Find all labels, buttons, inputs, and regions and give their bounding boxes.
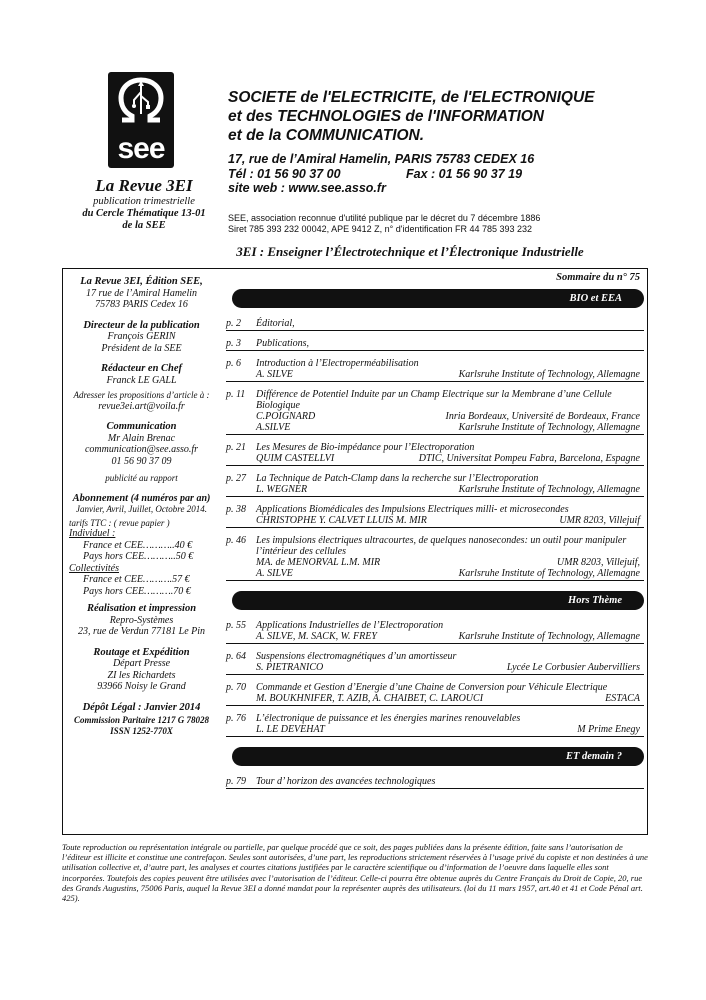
legal-deposit: Dépôt Légal : Janvier 2014 — [82, 701, 201, 713]
toc-article-title[interactable]: Éditorial, — [256, 318, 295, 329]
toc-page-number: p. 6 — [226, 358, 241, 369]
revue-title: La Revue 3EI — [95, 176, 193, 195]
toc-author-affiliation: Karlsruhe Institute of Technology, Allemagne — [458, 568, 640, 579]
section-heading-bar: BIO et EEA — [232, 289, 644, 308]
toc-author-affiliation: Karlsruhe Institute of Technology, Allemagne — [458, 631, 640, 642]
editor-name: Franck LE GALL — [106, 374, 177, 386]
toc-page-number: p. 3 — [226, 338, 241, 349]
tagline: 3EI : Enseigner l’Électrotechnique et l’Électronique Industrielle — [236, 244, 584, 259]
director-title: Directeur de la publication — [83, 319, 200, 331]
tariff-individual: Individuel : — [69, 528, 116, 539]
toc-author-affiliation: Inria Bordeaux, Université de Bordeaux, France — [445, 411, 640, 422]
editor-title: Rédacteur en Chef — [100, 363, 183, 374]
director-role: Président de la SEE — [101, 342, 182, 354]
org-line: et des TECHNOLOGIES de l'INFORMATION — [228, 108, 545, 125]
toc-entry[interactable] — [226, 387, 644, 435]
toc-author-name: A.SILVE — [256, 422, 291, 433]
printing-line: Repro-Systèmes — [109, 614, 174, 626]
section-heading-bar: Hors Thème — [232, 591, 644, 610]
toc-author-name: A. SILVE, M. SACK, W. FREY — [256, 631, 377, 642]
toc-entry[interactable] — [226, 649, 644, 675]
subscription-months: Janvier, Avril, Juillet, Octobre 2014. — [76, 504, 207, 514]
legal-line: SEE, association reconnue d'utilité publique par le décret du 7 décembre 1886 — [228, 213, 541, 223]
toc-author-line — [256, 369, 644, 380]
toc-entry[interactable] — [226, 774, 644, 789]
communication-title: Communication — [106, 421, 177, 432]
routing-title: Routage et Expédition — [93, 646, 190, 658]
toc-title: Sommaire du n° 75 — [556, 272, 640, 283]
toc-article-title[interactable]: La Technique de Patch-Clamp dans la recherche sur l’Electroporation — [256, 473, 539, 484]
omega-usb-logo-icon — [108, 72, 174, 132]
editor-email[interactable]: revue3ei.art@voila.fr — [98, 400, 185, 412]
toc-entry[interactable] — [226, 618, 644, 644]
org-website: site web : www.see.asso.fr — [228, 181, 386, 195]
routing-line: Départ Presse — [112, 658, 171, 669]
subscription-title: Abonnement — [72, 492, 129, 504]
section-heading-bar: ET demain ? — [232, 747, 644, 766]
routing-line: 93966 Noisy le Grand — [97, 681, 186, 692]
legal-line: Siret 785 393 232 00042, APE 9412 Z, n° d'identification FR 44 785 393 232 — [228, 224, 533, 234]
toc-article-title[interactable]: Commande et Gestion d’Energie d’une Chaine de Conversion pour Véhicule Electrique — [256, 682, 608, 693]
org-line: et de la COMMUNICATION. — [228, 127, 425, 144]
toc-author-affiliation: DTIC, Universitat Pompeu Fabra, Barcelona, Espagne — [418, 453, 640, 464]
org-name — [228, 88, 648, 145]
org-fax: Fax : 01 56 90 37 19 — [406, 166, 523, 181]
communication-tel: 01 56 90 37 09 — [111, 455, 172, 467]
toc-author-name: A. SILVE — [256, 369, 293, 380]
toc-entry[interactable] — [226, 502, 644, 528]
printing-title: Réalisation et impression — [86, 603, 197, 614]
toc-page-number: p. 55 — [226, 620, 246, 631]
routing-line: ZI les Richardets — [107, 669, 176, 681]
edition-title: La Revue 3EI, Édition SEE, — [80, 276, 203, 287]
toc-author-line — [256, 568, 644, 579]
toc-author-name: S. PIETRANICO — [256, 662, 324, 673]
tariff-line: France et CEE………..40 € — [83, 539, 193, 551]
toc-article-title[interactable]: Les impulsions électriques ultracourtes, de quelques nanosecondes: un outil pour manipuler l’intérieur des cellules — [256, 535, 627, 557]
toc-entry[interactable] — [226, 356, 644, 382]
org-contact — [228, 152, 648, 196]
see-logo — [108, 72, 174, 168]
tariff-line: Pays hors CEE……….70 € — [83, 585, 191, 597]
tariffs-label: tarifs TTC : ( revue papier ) — [69, 517, 170, 528]
logo-text: see — [117, 132, 165, 165]
toc-sections — [226, 289, 644, 789]
toc-article-title[interactable]: Applications Biomédicales des Impulsions Electriques milli- et microsecondes — [256, 504, 569, 515]
toc-author-line — [256, 422, 644, 433]
toc-entry[interactable] — [226, 711, 644, 737]
toc-author-line — [256, 484, 644, 495]
copyright-notice: Toute reproduction ou représentation intégrale ou partielle, par quelque procédé que ce soit, des pages publiées dans la présente édition, faite sans l’autorisation de l’éditeur est illicite et constitue une contrefaçon. Seules sont autorisées, d’une part, les reproductions strictement réservées à l’usage privé du copiste et non destinées à une utilisation collective et, d’autre part, les analyses et courtes citations justifiées par le caractère scientifique ou d’information de l’oeuvre dans laquelle elles sont incorporées. Toutefois des copies peuvent être utilisées avec l’autorisation de l’éditeur. Celle-ci pourra être obtenue auprès du Centre Français du Droit de Copie, 20, rue des Grands Augustins, 75006 Paris, auquel la Revue 3EI a donné mandat pour la représenter auprès des utilisateurs. (loi du 11 mars 1957, art.40 et 41 et Code Pénal art. 425). — [62, 842, 648, 904]
editor-note: Adresser les propositions d’article à : — [73, 390, 210, 400]
org-tel: Tél : 01 56 90 37 00 — [228, 166, 341, 181]
toc-author-name: C.POIGNARD — [256, 411, 316, 422]
toc-author-line — [256, 724, 644, 735]
colophon — [63, 270, 220, 745]
revue-subtitle: du Cercle Thématique 13-01 — [82, 208, 206, 219]
toc-page-number: p. 38 — [226, 504, 246, 515]
toc-entry[interactable] — [226, 316, 644, 331]
communication-name: Mr Alain Brenac — [107, 432, 176, 444]
toc-author-name: L. WEGNER — [256, 484, 308, 495]
toc-page-number: p. 21 — [226, 442, 246, 453]
toc-author-affiliation: UMR 8203, Villejuif, — [556, 557, 640, 568]
commission-paritaire: Commission Paritaire 1217 G 78028 — [73, 715, 209, 725]
toc-article-title[interactable]: Applications Industrielles de l’Electroporation — [256, 620, 444, 631]
edition-address: 17 rue de l’Amiral Hamelin — [85, 287, 198, 299]
toc-entry[interactable] — [226, 336, 644, 351]
toc-page-number: p. 79 — [226, 776, 246, 787]
toc-author-line — [256, 662, 644, 673]
toc-author-name: M. BOUKHNIFER, T. AZIB, A. CHAIBET, C. LAROUCI — [256, 693, 484, 704]
issn: ISSN 1252-770X — [110, 725, 173, 736]
printing-line: 23, rue de Verdun 77181 Le Pin — [77, 626, 206, 637]
toc-author-affiliation: UMR 8203, Villejuif — [559, 515, 640, 526]
toc-page-number: p. 64 — [226, 651, 246, 662]
toc-author-line — [256, 515, 644, 526]
toc-author-affiliation: Lycée Le Corbusier Aubervilliers — [506, 662, 640, 673]
toc-page-number: p. 76 — [226, 713, 246, 724]
toc-page-number: p. 70 — [226, 682, 246, 693]
toc-page-number: p. 2 — [226, 318, 241, 329]
toc-author-affiliation: Karlsruhe Institute of Technology, Allemagne — [458, 369, 640, 380]
toc-author-name: QUIM CASTELLVI — [256, 453, 335, 464]
toc-author-line — [256, 453, 644, 464]
communication-email[interactable]: communication@see.asso.fr — [84, 444, 199, 455]
toc-author-name: MA. de MENORVAL L.M. MIR — [256, 557, 381, 568]
toc-article-title[interactable]: Suspensions électromagnétiques d’un amortisseur — [256, 651, 457, 662]
toc-author-line — [256, 631, 644, 642]
toc-page-number: p. 46 — [226, 535, 246, 546]
toc-author-name: A. SILVE — [256, 568, 293, 579]
toc-author-affiliation: Karlsruhe Institute of Technology, Allemagne — [458, 484, 640, 495]
toc-entry[interactable] — [226, 440, 644, 466]
toc-article-title[interactable]: Introduction à l’Electroperméabilisation — [256, 358, 419, 369]
toc-author-line — [256, 557, 644, 568]
org-legal — [228, 213, 648, 235]
toc-author-name: L. LE DEVEHAT — [256, 724, 325, 735]
toc-page-number: p. 27 — [226, 473, 246, 484]
tariff-line: France et CEE……….57 € — [83, 574, 190, 585]
edition-address: 75783 PARIS Cedex 16 — [95, 299, 188, 310]
org-address: 17, rue de l’Amiral Hamelin, PARIS 75783 CEDEX 16 — [228, 152, 535, 166]
advertising-note: publicité au rapport — [105, 473, 178, 483]
revue-subtitle: de la SEE — [122, 220, 166, 231]
subscription-count: (4 numéros par an) — [128, 492, 211, 504]
tariff-collective: Collectivités — [69, 562, 119, 574]
toc-article-title[interactable]: L’électronique de puissance et les énergies marines renouvelables — [256, 713, 521, 724]
toc-page-number: p. 11 — [226, 389, 246, 400]
director-name: François GERIN — [107, 331, 176, 342]
toc-entry[interactable] — [226, 680, 644, 706]
revue-masthead — [60, 176, 228, 232]
revue-subtitle: publication trimestrielle — [93, 196, 195, 207]
toc-author-name: CHRISTOPHE Y. CALVET LLUIS M. MIR — [256, 515, 427, 526]
toc-author-affiliation: M Prime Enegy — [577, 724, 640, 735]
toc-author-affiliation: Karlsruhe Institute of Technology, Allemagne — [458, 422, 640, 433]
toc-entry[interactable] — [226, 533, 644, 581]
toc-author-line — [256, 693, 644, 704]
toc-article-title[interactable]: Différence de Potentiel Induite par un Champ Electrique sur la Membrane d’une Cellule Biologique — [256, 389, 612, 411]
org-line: SOCIETE de l'ELECTRICITE, de l'ELECTRONIQUE — [228, 89, 595, 106]
tariff-line: Pays hors CEE………..50 € — [83, 551, 194, 562]
toc-article-title[interactable]: Publications, — [256, 338, 310, 349]
toc-article-title[interactable]: Tour d’ horizon des avancées technologiques — [256, 776, 436, 787]
toc-article-title[interactable]: Les Mesures de Bio-impédance pour l’Electroporation — [256, 442, 475, 453]
table-of-contents — [226, 272, 644, 794]
toc-entry[interactable] — [226, 471, 644, 497]
toc-author-line — [256, 411, 644, 422]
toc-author-affiliation: ESTACA — [605, 693, 640, 704]
